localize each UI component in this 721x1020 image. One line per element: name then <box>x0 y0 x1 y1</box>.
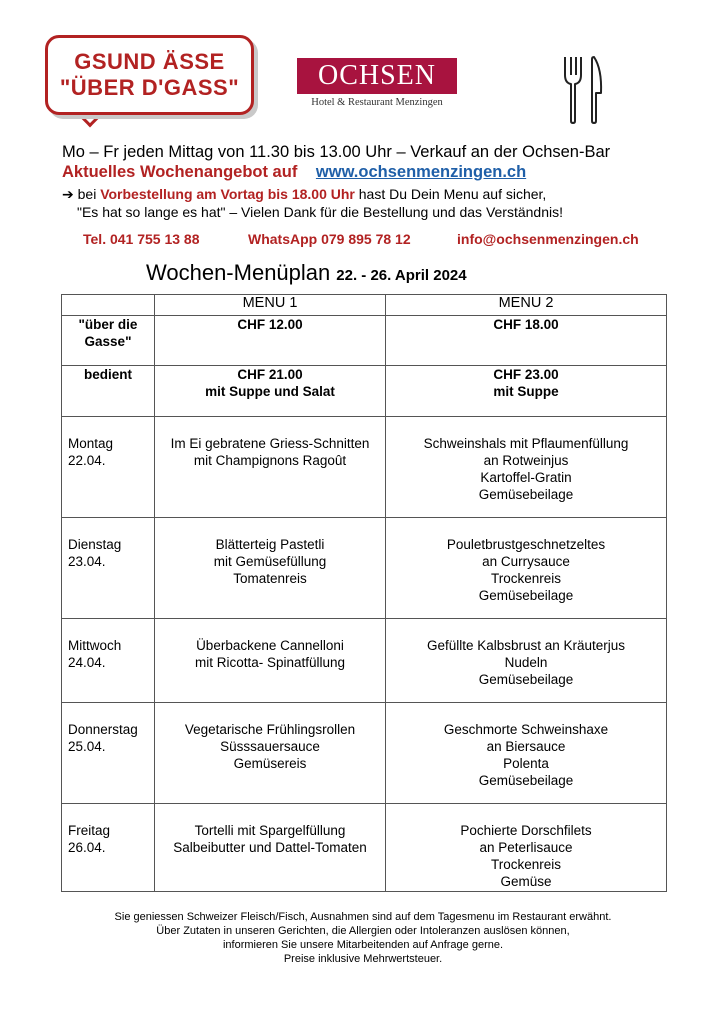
menu-table <box>61 294 667 892</box>
day-date: 24.04. <box>68 655 106 670</box>
price-line: mit Suppe <box>493 384 559 399</box>
price-line: CHF 23.00 <box>493 367 559 382</box>
dish-line: Süsssauersauce <box>220 739 320 754</box>
opening-hours: Mo – Fr jeden Mittag von 11.30 bis 13.00 Uhr – Verkauf an der Ochsen-Bar <box>62 143 611 161</box>
price-row-served <box>62 366 667 417</box>
whatsapp-number[interactable]: WhatsApp 079 895 78 12 <box>248 231 411 247</box>
dish-line: an Rotweinjus <box>483 453 569 468</box>
dish-line: Nudeln <box>504 655 548 670</box>
price-line: CHF 12.00 <box>237 317 303 332</box>
table-row-monday <box>62 417 667 518</box>
dish-line: Trockenreis <box>490 571 562 586</box>
day-name: Montag <box>68 436 114 451</box>
day-cell <box>62 703 155 804</box>
table-header <box>62 295 667 316</box>
price-menu-1 <box>155 366 386 417</box>
menu-1-cell <box>155 417 386 518</box>
footer-notes <box>60 910 666 966</box>
day-date: 25.04. <box>68 739 106 754</box>
preorder-line <box>62 186 546 203</box>
dish-line: Schweinshals mit Pflaumenfüllung <box>423 436 629 451</box>
dish-line: Pouletbrustgeschnetzeltes <box>446 537 606 552</box>
website-link[interactable]: www.ochsenmenzingen.ch <box>315 163 527 181</box>
dish-line: Gefüllte Kalbsbrust an Kräuterjus <box>426 638 626 653</box>
dish-line: Gemüsebeilage <box>478 487 574 502</box>
right-arrow-icon: ➔ <box>62 186 74 202</box>
menu-1-cell <box>155 703 386 804</box>
day-date: 26.04. <box>68 840 106 855</box>
price-line: CHF 18.00 <box>493 317 559 332</box>
price-label: bedient <box>62 366 155 417</box>
menu-1-cell <box>155 804 386 892</box>
dish-line: Trockenreis <box>490 857 562 872</box>
price-line: mit Suppe und Salat <box>205 384 335 399</box>
dish-line: an Peterlisauce <box>479 840 573 855</box>
day-cell <box>62 619 155 703</box>
slogan-line-1: GSUND ÄSSE <box>74 49 225 74</box>
day-name: Freitag <box>68 823 111 838</box>
day-cell <box>62 804 155 892</box>
footer-line: Über Zutaten in unseren Gerichten, die Allergien oder Intoleranzen auslösen können, <box>156 925 570 937</box>
page-title <box>146 260 467 286</box>
slogan-line-2: "ÜBER D'GASS" <box>59 75 240 100</box>
menu-1-cell <box>155 518 386 619</box>
menu-2-cell <box>386 417 667 518</box>
dish-line: mit Ricotta- Spinatfüllung <box>194 655 346 670</box>
menu-2-cell <box>386 703 667 804</box>
dish-line: Geschmorte Schweinshaxe <box>443 722 609 737</box>
weekly-offer-label: Aktuelles Wochenangebot auf <box>62 163 298 181</box>
phone-number[interactable]: Tel. 041 755 13 88 <box>83 231 200 247</box>
preorder-text-2: hast Du Dein Menu auf sicher, <box>358 186 547 202</box>
price-menu-2 <box>386 316 667 366</box>
price-label: "über die Gasse" <box>62 316 155 366</box>
table-row-tuesday <box>62 518 667 619</box>
menu-2-cell <box>386 518 667 619</box>
dish-line: Im Ei gebratene Griess-Schnitten <box>170 436 370 451</box>
dish-line: Überbackene Cannelloni <box>196 638 344 653</box>
dish-line: Blätterteig Pastetli <box>215 537 325 552</box>
dish-line: an Currysauce <box>482 554 570 569</box>
day-name: Dienstag <box>68 537 122 552</box>
table-row-friday <box>62 804 667 892</box>
day-date: 23.04. <box>68 554 106 569</box>
logo-name: OCHSEN <box>297 58 457 94</box>
dish-line: Polenta <box>503 756 549 771</box>
price-menu-2 <box>386 366 667 417</box>
dish-line: Gemüsebeilage <box>478 588 574 603</box>
table-row-thursday <box>62 703 667 804</box>
dish-line: Salbeibutter und Dattel-Tomaten <box>173 840 367 855</box>
weekly-offer-line <box>62 163 526 182</box>
preorder-text-1: bei <box>77 186 97 202</box>
logo-subtitle: Hotel & Restaurant Menzingen <box>311 97 443 108</box>
menu-2-cell <box>386 804 667 892</box>
day-cell <box>62 417 155 518</box>
price-line: CHF 21.00 <box>237 367 303 382</box>
day-name: Mittwoch <box>68 638 122 653</box>
dish-line: Vegetarische Frühlingsrollen <box>184 722 356 737</box>
dish-line: Kartoffel-Gratin <box>480 470 572 485</box>
dish-line: Gemüsereis <box>233 756 307 771</box>
ochsen-logo <box>297 58 457 112</box>
dish-line: mit Gemüsefüllung <box>213 554 327 569</box>
menu-2-cell <box>386 619 667 703</box>
dish-line: Tortelli mit Spargelfüllung <box>194 823 346 838</box>
day-date: 22.04. <box>68 453 106 468</box>
title-main: Wochen-Menüplan <box>146 260 331 285</box>
footer-line: Preise inklusive Mehrwertsteuer. <box>283 953 443 965</box>
email-address[interactable]: info@ochsenmenzingen.ch <box>457 231 639 247</box>
dish-line: Gemüse <box>500 874 552 889</box>
dish-line: an Biersauce <box>486 739 566 754</box>
price-row-takeaway <box>62 316 667 366</box>
dish-line: mit Champignons Ragoût <box>193 453 347 468</box>
day-name: Donnerstag <box>68 722 138 737</box>
day-cell <box>62 518 155 619</box>
menu-1-cell <box>155 619 386 703</box>
thanks-line: "Es hat so lange es hat" – Vielen Dank für die Bestellung und das Verständnis! <box>77 204 563 220</box>
dish-line: Tomatenreis <box>233 571 307 586</box>
dish-line: Pochierte Dorschfilets <box>460 823 592 838</box>
fork-knife-icon <box>560 55 605 125</box>
title-dates: 22. - 26. April 2024 <box>336 267 467 284</box>
footer-line: Sie geniessen Schweizer Fleisch/Fisch, Ausnahmen sind auf dem Tagesmenu im Restaurant erwähnt. <box>114 911 612 923</box>
price-menu-1 <box>155 316 386 366</box>
header-menu-1: MENU 1 <box>155 295 386 316</box>
slogan-badge <box>45 35 254 115</box>
footer-line: informieren Sie unsere Mitarbeitenden auf Anfrage gerne. <box>222 939 504 951</box>
header-menu-2: MENU 2 <box>386 295 667 316</box>
dish-line: Gemüsebeilage <box>478 773 574 788</box>
header-cell-empty <box>62 295 155 316</box>
preorder-highlight: Vorbestellung am Vortag bis 18.00 Uhr <box>100 186 355 202</box>
table-row-wednesday <box>62 619 667 703</box>
dish-line: Gemüsebeilage <box>478 672 574 687</box>
